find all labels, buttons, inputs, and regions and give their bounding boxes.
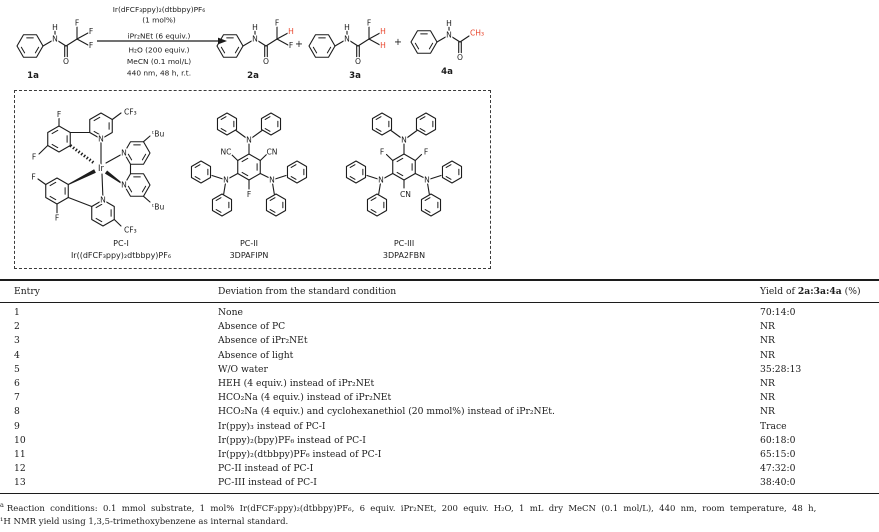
atom-label: F: [88, 27, 94, 36]
atom-label: F: [366, 18, 372, 28]
pc2-name: 3DPAFIPN: [229, 251, 269, 260]
atom-label: H: [52, 23, 58, 32]
yield-cell: NR: [760, 321, 775, 333]
bond: [369, 33, 380, 39]
atom-label: O: [457, 53, 463, 62]
atom-label: F: [31, 172, 36, 182]
table-header: [0, 279, 879, 303]
footnote-line2: ¹H NMR yield using 1,3,5-trimethoxybenzene as internal standard.: [0, 517, 289, 528]
bond: [50, 196, 56, 199]
atom-label: N: [446, 30, 452, 40]
bond: [270, 198, 275, 201]
bond: [385, 174, 393, 179]
deviation-cell: HCO₂Na (4 equiv.) instead of iPr₂NEt: [218, 392, 392, 404]
conditions-table: [0, 279, 879, 529]
atom-label: N: [344, 34, 350, 44]
pc3-code: PC-III: [393, 239, 415, 248]
yield-cell: 70:14:0: [760, 307, 796, 318]
bond: [94, 117, 100, 120]
bond: [350, 165, 355, 168]
atom-label: F: [379, 147, 385, 157]
atom-label: CH₃: [470, 28, 485, 38]
yield-cell: 65:15:0: [760, 448, 796, 460]
pc2-code: PC-II: [239, 239, 259, 248]
bond: [265, 129, 270, 132]
molecule-1a: [17, 19, 93, 67]
molecule-pc1: [31, 108, 164, 235]
atom-label: O: [263, 57, 269, 66]
atom-label: H: [380, 41, 386, 50]
atom-label: F: [423, 147, 429, 157]
table-row: [0, 306, 879, 320]
molecule-pc2: [191, 113, 306, 216]
yield-cell: NR: [760, 335, 775, 347]
bond: [277, 39, 288, 45]
bond: [128, 154, 131, 160]
atom-label: H: [380, 27, 386, 36]
atom-label: N: [100, 195, 106, 205]
entry-cell: 1: [14, 307, 20, 318]
bond: [350, 177, 355, 180]
bond: [415, 43, 418, 49]
wedge-bond: [68, 169, 96, 185]
bond: [397, 158, 403, 161]
deviation-cell: Absence of PC: [218, 321, 286, 333]
atom-label: N: [52, 34, 58, 44]
table-row: [0, 349, 879, 363]
yield-cell: NR: [760, 377, 775, 389]
bond: [265, 117, 270, 120]
bond: [266, 39, 277, 46]
bond: [425, 198, 430, 201]
molecule-pc3: [346, 113, 461, 216]
molecule-2a: [217, 19, 294, 67]
bond: [144, 136, 151, 142]
bond: [216, 198, 221, 201]
table-row: [0, 448, 879, 462]
yield-cell: 38:40:0: [760, 477, 796, 489]
table-footnote: [0, 494, 879, 529]
deviation-cell: Absence of light: [218, 349, 294, 361]
bond: [221, 129, 226, 132]
bond: [128, 186, 131, 192]
bond: [96, 204, 102, 207]
col-header-yield: Yield of 2a:3a:4a (%): [760, 286, 861, 297]
yield-cell: 60:18:0: [760, 434, 796, 446]
atom-label: F: [274, 18, 280, 28]
pc1-name: Ir((dFCF₃ppy)₂dtbbpy)PF₆: [70, 251, 172, 260]
table-row: [0, 405, 879, 419]
table-row: [0, 434, 879, 448]
bond: [35, 47, 38, 53]
atom-label: CN: [400, 190, 411, 199]
bond: [235, 47, 238, 53]
atom-label: N: [98, 134, 104, 144]
photocatalyst-box: [14, 90, 491, 269]
deviation-cell: Ir(ppy)₂(bpy)PF₆ instead of PC-I: [218, 434, 366, 446]
arrowhead-icon: [218, 38, 227, 45]
bond: [260, 174, 269, 179]
yield-cell: Trace: [760, 420, 787, 432]
entry-cell: 10: [14, 434, 26, 446]
reaction-scheme: [0, 0, 879, 88]
atom-label: Ir: [98, 163, 104, 173]
deviation-cell: Ir(ppy)₂(dtbbpy)PF₆ instead of PC-I: [218, 448, 382, 460]
compound-label-4a: 4a: [441, 67, 453, 77]
bond: [420, 117, 425, 120]
col-header-entry: Entry: [14, 286, 40, 297]
bond: [291, 165, 296, 168]
bond: [415, 155, 421, 161]
atom-label: H: [252, 23, 258, 32]
table-row: [0, 377, 879, 391]
entry-cell: 13: [14, 477, 26, 489]
table-row: [0, 462, 879, 476]
atom-label: N: [121, 148, 127, 158]
bond: [291, 177, 296, 180]
bond: [242, 172, 248, 175]
atom-label: N: [401, 135, 407, 145]
table-row: [0, 320, 879, 334]
bond: [358, 39, 369, 46]
bond: [371, 198, 376, 201]
bond: [232, 155, 238, 161]
bond: [38, 179, 46, 185]
bond: [415, 174, 424, 179]
deviation-cell: PC-III instead of PC-I: [218, 477, 317, 489]
atom-label: N: [121, 180, 127, 190]
deviation-cell: Absence of iPr₂NEt: [218, 335, 308, 347]
footnote-marker: a: [0, 501, 4, 510]
table-row: [0, 363, 879, 377]
bond: [420, 129, 425, 132]
bond: [39, 146, 48, 155]
bond: [142, 154, 145, 160]
atom-label: H: [446, 19, 452, 28]
entry-cell: 7: [14, 392, 20, 404]
bond: [446, 177, 451, 180]
bond: [142, 186, 145, 192]
bond: [429, 43, 432, 49]
atom-label: F: [288, 41, 294, 50]
atom-label: F: [54, 213, 60, 223]
condition-light: 440 nm, 48 h, r.t.: [126, 68, 192, 78]
table-row: [0, 476, 879, 490]
atom-label: CF₃: [124, 107, 137, 117]
entry-cell: 3: [14, 335, 20, 347]
bond: [277, 33, 288, 39]
atom-label: O: [63, 57, 69, 66]
deviation-cell: PC-II instead of PC-I: [218, 463, 314, 475]
bond: [68, 198, 91, 207]
entry-cell: 5: [14, 363, 20, 375]
entry-cell: 2: [14, 321, 20, 333]
condition-amine: iPr₂NEt (6 equiv.): [127, 31, 191, 41]
atom-label: CF₃: [124, 225, 137, 235]
entry-cell: 9: [14, 420, 20, 432]
molecule-3a: [309, 19, 386, 67]
atom-label: N: [378, 175, 384, 185]
atom-label: N: [424, 175, 430, 185]
atom-label: H: [288, 27, 294, 36]
bond: [112, 113, 121, 120]
bond: [96, 218, 102, 221]
bond: [327, 47, 330, 53]
yield-cell: NR: [760, 349, 775, 361]
bond: [21, 47, 24, 53]
deviation-cell: W/O water: [218, 363, 268, 375]
col-header-deviation: Deviation from the standard condition: [218, 286, 397, 297]
plus-sign: +: [295, 39, 303, 50]
atom-label: ᵗBu: [152, 129, 165, 139]
bond: [313, 47, 316, 53]
condition-water: H₂O (200 equiv.): [128, 45, 190, 55]
atom-label: F: [56, 110, 62, 119]
entry-cell: 12: [14, 463, 26, 475]
atom-label: NC: [220, 147, 232, 157]
condition-solvent: MeCN (0.1 mol/L): [126, 57, 192, 66]
bond: [50, 182, 56, 185]
bond: [230, 174, 238, 179]
entry-cell: 6: [14, 377, 20, 389]
deviation-cell: None: [218, 307, 243, 318]
compound-label-1a: 1a: [27, 71, 39, 81]
atom-label: F: [88, 41, 94, 50]
bond: [446, 165, 451, 168]
entry-cell: 8: [14, 406, 20, 418]
atom-label: H: [344, 23, 350, 32]
plus-sign: +: [394, 37, 402, 48]
yield-cell: NR: [760, 392, 775, 404]
bond: [242, 158, 248, 161]
bond: [376, 129, 381, 132]
atom-label: O: [355, 57, 361, 66]
bond: [369, 39, 380, 45]
pc1-code: PC-I: [113, 239, 129, 248]
molecule-4a: [411, 19, 484, 62]
bond: [221, 47, 224, 53]
bond: [371, 210, 376, 213]
table-row: [0, 420, 879, 434]
bond: [195, 177, 200, 180]
atom-label: F: [31, 152, 37, 162]
entry-cell: 11: [14, 448, 26, 460]
bond: [77, 39, 88, 45]
atom-label: CN: [266, 147, 278, 157]
table-row: [0, 334, 879, 348]
bond: [77, 33, 88, 39]
footnote-line1: $^a$ Reaction conditions: 0.1 mmol substrate, 1 mol% Ir(dFCF₃ppy)₂(dtbbpy)PF₆, 6 equiv. iPr₂NEt, 200 equiv. H₂O, 1 mL dry MeCN (0.1 mol/L), 440 nm, room temperature, 48 h,: [0, 501, 817, 515]
yield-cell: NR: [760, 406, 775, 418]
hash-bond: [70, 146, 94, 164]
bond: [195, 165, 200, 168]
condition-catalyst: Ir(dFCF₃ppy)₂(dtbbpy)PF₆: [112, 5, 206, 14]
yield-cell: 47:32:0: [760, 463, 796, 475]
bond: [387, 155, 393, 161]
deviation-cell: HEH (4 equiv.) instead of iPr₂NEt: [218, 377, 375, 389]
photocatalyst-structures: [15, 91, 490, 268]
bond: [221, 117, 226, 120]
bond: [397, 172, 403, 175]
atom-label: N: [223, 175, 229, 185]
bond: [114, 220, 121, 227]
atom-label: ᵗBu: [152, 202, 165, 212]
atom-label: N: [246, 135, 252, 145]
deviation-cell: HCO₂Na (4 equiv.) and cyclohexanethiol (20 mmol%) instead of iPr₂NEt.: [218, 406, 555, 418]
bond: [144, 196, 151, 202]
bond: [52, 144, 58, 147]
bond: [52, 130, 58, 133]
atom-label: F: [74, 18, 80, 28]
bond: [216, 210, 221, 213]
bond: [66, 39, 77, 46]
atom-label: F: [246, 190, 252, 199]
compound-label-3a: 3a: [349, 71, 361, 81]
bond: [425, 210, 430, 213]
atom-label: N: [252, 34, 258, 44]
yield-cell: 35:28:13: [760, 363, 802, 375]
deviation-cell: Ir(ppy)₃ instead of PC-I: [218, 420, 326, 432]
compound-label-2a: 2a: [247, 71, 259, 81]
table-row: [0, 391, 879, 405]
bond: [460, 36, 469, 42]
table-body: [0, 303, 879, 494]
bond: [376, 117, 381, 120]
atom-label: N: [269, 175, 275, 185]
pc3-name: 3DPA2FBN: [382, 251, 426, 260]
entry-cell: 4: [14, 349, 20, 361]
condition-loading: (1 mol%): [142, 15, 176, 25]
bond: [270, 210, 275, 213]
